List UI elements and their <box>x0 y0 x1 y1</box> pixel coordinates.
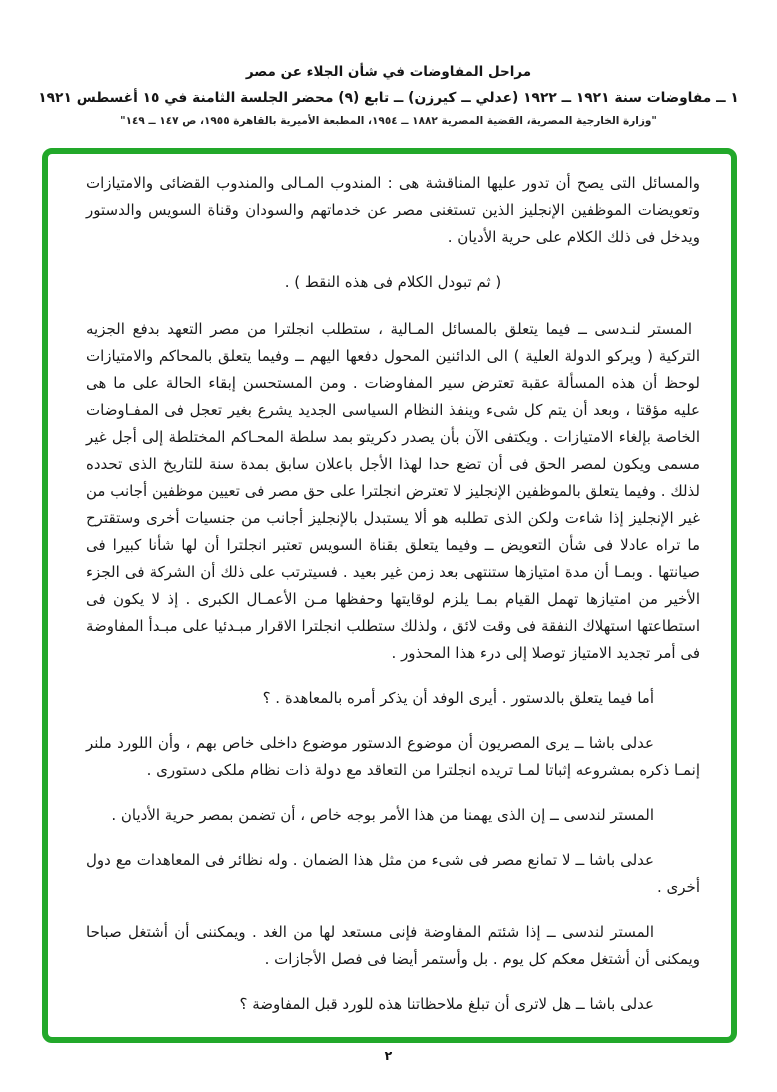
dialogue-question-constitution: أما فيما يتعلق بالدستور . أيرى الوفد أن يذكر أمره بالمعاهدة . ؟ <box>262 689 654 707</box>
dialogue-lindsay-religious-freedom: المستر لندسى ــ إن الذى يهمنا من هذا الأمر بوجه خاص ، أن تضمن بمصر حرية الأديان . <box>111 806 654 824</box>
page-number: ٢ <box>384 1048 393 1063</box>
dialogue-lindsay-financial-matters: المستر لنـدسى ــ فيما يتعلق بالمسائل المـالية ، ستطلب انجلترا من مصر التعهد بدفع الجزيه التركية ( ويركو الدولة العلية ) الى الدائنين المحول دفعها اليهم ــ وفيما يتعلق بالمحاكم والامتيازات لوحظ أن هذه المسألة عقبة تعترض سير المفاوضات . ومن المستحسن إبقاء الحالة على ما هى عليه مؤقتا ، وبعد أن يتم كل شىء وينفذ النظام السياسى الجديد يشرع بغير تعجل فى المفـاوضات الخاصة بإلغاء الامتيازات . ويكتفى الآن بأن يصدر دكريتو بمد سلطة المحـاكم المختلطة إلى أجل غير مسمى ويكون لمصر الحق فى أن تضع حدا لهذا الأجل باعلان سابق بمدة سنة للتاريخ الذى تحدده لذلك . وفيما يتعلق بالموظفين الإنجليز لا تعترض انجلترا على حق مصر فى تعيين موظفين أجانب من غير الإنجليز إذا شاءت ولكن الذى تطلبه هو ألا يستبدل بالإنجليز أجانب من جنسيات أخرى وستقترح ما تراه عادلا فى شأن التعويض ــ وفيما يتعلق بقناة السويس تعتبر انجلترا أن لها شأنا كبيرا فى صيانتها . وبمـا أن مدة امتيازها ستنتهى بعد زمن غير بعيد . فسيترتب على ذلك أن الشركة فى الجزء الأخير من امتيازها تهمل القيام بمـا يلزم لوقايتها وحفظها مـن الأعمـال الكبرى . إذ لا يكون فى استطاعتها استهلاك النفقة فى وقت لائق ، ولذلك ستطلب انجلترا الاقرار مبـدئيا على مبـدأ المفاوضة فى أمر تجديد الامتياز توصلا إلى درء هذا المحذور . <box>86 320 700 662</box>
dialogue-adly-pasha-constitution: عدلى باشا ــ يرى المصريون أن موضوع الدستور موضوع داخلى خاص بهم ، وأن اللورد ملنر إنمـا ذكره بمشروعه إثباتا لمـا تريده انجلترا من التعاقد مع دولة ذات نظام ملكى دستورى . <box>86 734 700 779</box>
document-subtitle: ١ ــ مفاوضات سنة ١٩٢١ ــ ١٩٢٢ (عدلي ــ كيرزن) ــ تابع (٩) محضر الجلسة الثامنة في ١٥ أغسطس ١٩٢١ <box>38 90 739 106</box>
paragraph-discussion-topics: والمسائل التى يصح أن تدور عليها المناقشة هى : المندوب المـالى والمندوب القضائى والامتيازات وتعويضات الموظفين الإنجليز الذين تستغنى مصر عن خدماتهم والسودان وقناة السويس والدستور ويدخل فى ذلك الكلام على حرية الأديان . <box>86 174 700 246</box>
document-header <box>0 64 777 127</box>
dialogue-adly-pasha-guarantee: عدلى باشا ــ لا تمانع مصر فى شىء من مثل هذا الضمان . وله نظائر فى المعاهدات مع دول أخرى . <box>86 851 700 896</box>
document-body <box>86 170 700 1018</box>
dialogue-lindsay-negotiation-schedule: المستر لندسى ــ إذا شئتم المفاوضة فإنى مستعد لها من الغد . ويمكننى أن أشتغل صباحا ويمكنى أن أشتغل معكم كل يوم . بل وأستمر أيضا فى فصل الأجازات . <box>86 923 700 968</box>
paragraph-parenthetical-note: ( ثم تبودل الكلام فى هذه النقط ) . <box>284 273 502 291</box>
source-citation: "وزارة الخارجية المصرية، القضية المصرية ١٨٨٢ ــ ١٩٥٤، المطبعة الأميرية بالقاهرة ١٩٥٥، ص ١٤٧ ــ ١٤٩" <box>120 115 657 127</box>
page-title: مراحل المفاوضات في شأن الجلاء عن مصر <box>245 64 532 80</box>
highlight-box <box>42 148 737 1043</box>
dialogue-adly-pasha-final-question: عدلى باشا ــ هل لاترى أن تبلغ ملاحظاتنا هذه للورد قبل المفاوضة ؟ <box>239 995 654 1013</box>
